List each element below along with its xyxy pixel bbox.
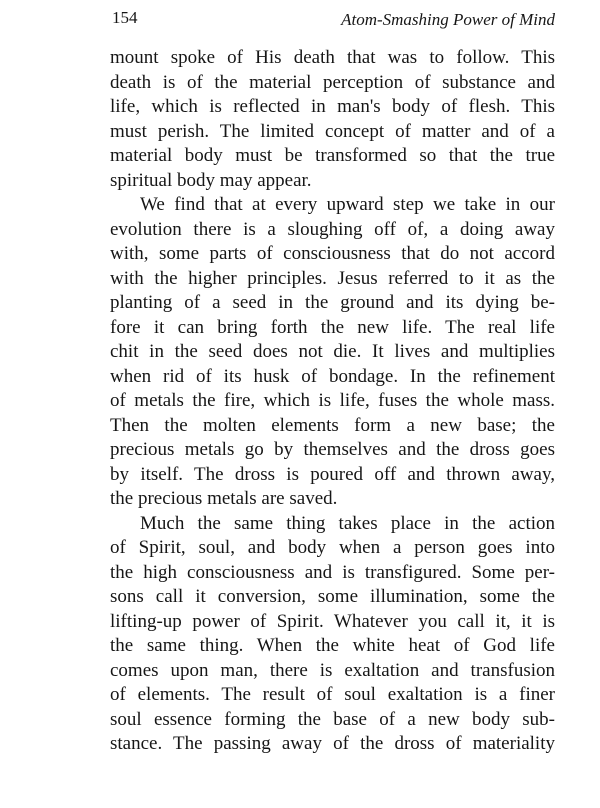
- text-line: stance. The passing away of the dross of materiality: [110, 733, 555, 754]
- text-line: the high consciousness and is transfigured. Some per-: [110, 561, 555, 583]
- text-line: material body must be transformed so that the true: [110, 145, 555, 166]
- paragraph: [110, 46, 555, 193]
- text-line: Then the molten elements form a new base; the: [110, 414, 555, 436]
- paragraph: [110, 193, 555, 512]
- text-line: sons call it conversion, some illumination, some the: [110, 586, 555, 607]
- text-line: of metals the fire, which is life, fuses the whole mass.: [110, 390, 555, 411]
- text-line: We find that at every upward step we take in our: [140, 194, 555, 215]
- paragraph: [110, 512, 555, 757]
- text-line: evolution there is a sloughing off of, a doing away: [110, 218, 555, 240]
- page-number: 154: [112, 8, 138, 27]
- text-line: Much the same thing takes place in the action: [140, 512, 555, 534]
- text-line: chit in the seed does not die. It lives and multiplies: [110, 341, 555, 362]
- text-line: precious metals go by themselves and the dross goes: [110, 439, 555, 460]
- text-line: comes upon man, there is exaltation and transfusion: [110, 659, 555, 681]
- page-body: [110, 46, 555, 757]
- text-line: with, some parts of consciousness that do not accord: [110, 243, 555, 264]
- text-line: of Spirit, soul, and body when a person goes into: [110, 537, 555, 558]
- text-line: the precious metals are saved.: [110, 488, 338, 509]
- page-header: [112, 6, 555, 32]
- text-line: soul essence forming the base of a new body sub-: [110, 708, 555, 730]
- text-line: death is of the material perception of substance and: [110, 71, 555, 93]
- text-line: when rid of its husk of bondage. In the refinement: [110, 365, 555, 387]
- text-line: by itself. The dross is poured off and thrown away,: [110, 463, 555, 485]
- text-line: planting of a seed in the ground and its dying be-: [110, 292, 555, 313]
- text-line: mount spoke of His death that was to follow. This: [110, 47, 555, 68]
- text-line: life, which is reflected in man's body of flesh. This: [110, 96, 555, 117]
- text-line: lifting-up power of Spirit. Whatever you call it, it is: [110, 610, 555, 632]
- text-line: the same thing. When the white heat of God life: [110, 635, 555, 656]
- text-line: of elements. The result of soul exaltation is a finer: [110, 684, 555, 705]
- text-line: fore it can bring forth the new life. The real life: [110, 316, 555, 338]
- text-line: with the higher principles. Jesus referred to it as the: [110, 267, 555, 289]
- running-title: Atom-Smashing Power of Mind: [341, 10, 555, 29]
- text-line: must perish. The limited concept of matter and of a: [110, 120, 555, 142]
- text-line: spiritual body may appear.: [110, 169, 312, 191]
